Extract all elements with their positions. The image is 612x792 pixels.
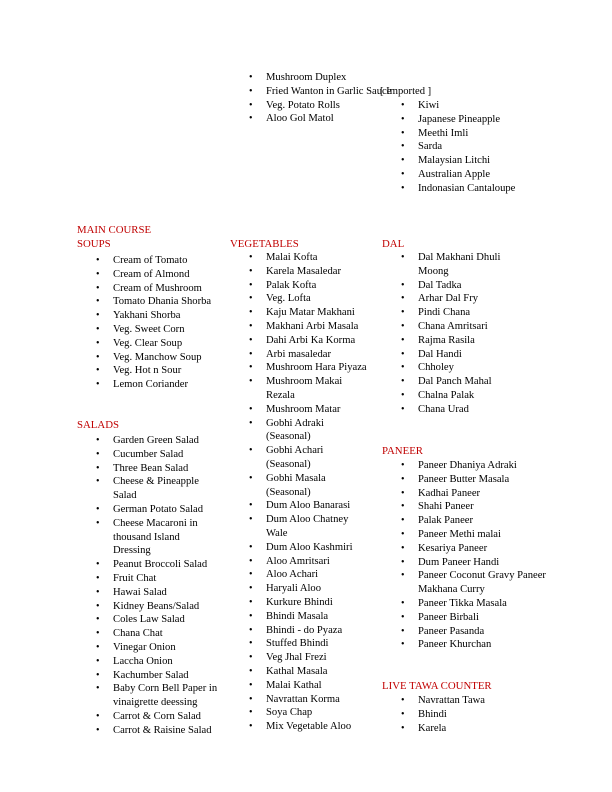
paneer-list: [400, 459, 545, 652]
list-item: • Chana Chat: [95, 627, 227, 641]
list-item: • Navrattan Tawa: [400, 694, 530, 708]
list-item: • Pindi Chana: [400, 306, 530, 320]
list-item: • Karela Masaledar: [248, 265, 383, 279]
list-item: • Meethi Imli: [400, 127, 560, 141]
list-item: • German Potato Salad: [95, 503, 227, 517]
salads-heading: SALADS: [77, 419, 119, 431]
list-item: • Malaysian Litchi: [400, 154, 560, 168]
list-item: • Kathal Masala: [248, 665, 383, 679]
list-item: • Fruit Chat: [95, 572, 227, 586]
list-item: • Kiwi: [400, 99, 560, 113]
list-item: • Cheese & Pineapple Salad: [95, 475, 225, 503]
list-item: • Mushroom Duplex: [248, 71, 388, 85]
list-item: • Garden Green Salad: [95, 434, 227, 448]
list-item: • Mushroom Matar: [248, 403, 383, 417]
list-item: • Palak Kofta: [248, 279, 383, 293]
list-item: • Aloo Gol Matol: [248, 112, 388, 126]
list-item: • Kesariya Paneer: [400, 542, 545, 556]
list-item: • Paneer Coconut Gravy Paneer Makhana Curry: [400, 569, 550, 597]
paneer-heading: PANEER: [382, 445, 423, 457]
live-tawa-list: [400, 694, 530, 735]
vegetables-heading: VEGETABLES: [230, 238, 299, 250]
list-item: • Kaju Matar Makhani: [248, 306, 383, 320]
fruits-header: [ Imported ]: [380, 86, 432, 97]
list-item: • Dal Handi: [400, 348, 530, 362]
soups-list: [95, 254, 230, 392]
list-item: • Paneer Tikka Masala: [400, 597, 545, 611]
list-item: • Bhindi - do Pyaza: [248, 624, 383, 638]
list-item: • Peanut Broccoli Salad: [95, 558, 227, 572]
list-item: • Soya Chap: [248, 706, 383, 720]
list-item: • Veg. Hot n Sour: [95, 364, 230, 378]
list-item: • Indonasian Cantaloupe: [400, 182, 560, 196]
list-item: • Carrot & Raisine Salad: [95, 724, 227, 738]
list-item: • Rajma Rasila: [400, 334, 530, 348]
list-item: • Makhani Arbi Masala: [248, 320, 383, 334]
list-item: • Karela: [400, 722, 530, 736]
list-item: • Paneer Dhaniya Adraki: [400, 459, 545, 473]
list-item: • Vinegar Onion: [95, 641, 227, 655]
list-item: • Chholey: [400, 361, 530, 375]
list-item: • Malai Kathal: [248, 679, 383, 693]
list-item: • Lemon Coriander: [95, 378, 230, 392]
list-item: • Cream of Almond: [95, 268, 230, 282]
list-item: • Cheese Macaroni in thousand Island Dressing: [95, 517, 213, 558]
list-item: • Shahi Paneer: [400, 500, 545, 514]
list-item: • Chana Amritsari: [400, 320, 530, 334]
list-item: • Aloo Achari: [248, 568, 383, 582]
list-item: • Australian Apple: [400, 168, 560, 182]
list-item: • Stuffed Bhindi: [248, 637, 383, 651]
list-item: • Fried Wanton in Garlic Sauce: [248, 85, 406, 99]
list-item: • Veg. Potato Rolls: [248, 99, 388, 113]
list-item: • Mushroom Makai Rezala: [248, 375, 366, 403]
list-item: • Bhindi Masala: [248, 610, 383, 624]
list-item: • Baby Corn Bell Paper in vinaigrette deessing: [95, 682, 233, 710]
list-item: • Gobhi Masala (Seasonal): [248, 472, 350, 500]
list-item: • Kadhai Paneer: [400, 487, 545, 501]
list-item: • Veg. Sweet Corn: [95, 323, 230, 337]
list-item: • Mix Vegetable Aloo: [248, 720, 383, 734]
list-item: • Yakhani Shorba: [95, 309, 230, 323]
list-item: • Arhar Dal Fry: [400, 292, 530, 306]
list-item: • Cucumber Salad: [95, 448, 227, 462]
list-item: • Navrattan Korma: [248, 693, 383, 707]
top-list: [248, 71, 392, 126]
list-item: • Palak Paneer: [400, 514, 545, 528]
list-item: • Gobhi Achari (Seasonal): [248, 444, 350, 472]
list-item: • Veg. Clear Soup: [95, 337, 230, 351]
list-item: • Sarda: [400, 140, 560, 154]
list-item: • Bhindi: [400, 708, 530, 722]
list-item: • Chalna Palak: [400, 389, 530, 403]
vegetables-list: [248, 251, 383, 734]
soups-heading: SOUPS: [77, 238, 111, 250]
list-item: • Dal Panch Mahal: [400, 375, 530, 389]
salads-list: [95, 434, 227, 738]
list-item: • Dal Makhani Dhuli Moong: [400, 251, 530, 279]
list-item: • Paneer Khurchan: [400, 638, 545, 652]
list-item: • Aloo Amritsari: [248, 555, 383, 569]
list-item: • Kidney Beans/Salad: [95, 600, 227, 614]
dal-heading: DAL: [382, 238, 405, 250]
list-item: • Cream of Tomato: [95, 254, 230, 268]
list-item: • Malai Kofta: [248, 251, 383, 265]
list-item: • Three Bean Salad: [95, 462, 227, 476]
list-item: • Paneer Methi malai: [400, 528, 545, 542]
list-item: • Kurkure Bhindi: [248, 596, 383, 610]
list-item: • Chana Urad: [400, 403, 530, 417]
list-item: • Laccha Onion: [95, 655, 227, 669]
list-item: • Paneer Birbali: [400, 611, 545, 625]
list-item: • Dum Paneer Handi: [400, 556, 545, 570]
list-item: • Dahi Arbi Ka Korma: [248, 334, 383, 348]
main-course-heading: MAIN COURSE: [77, 224, 152, 236]
list-item: • Haryali Aloo: [248, 582, 383, 596]
list-item: • Mushroom Hara Piyaza: [248, 361, 383, 375]
list-item: • Tomato Dhania Shorba: [95, 295, 230, 309]
list-item: • Cream of Mushroom: [95, 282, 230, 296]
list-item: • Gobhi Adraki (Seasonal): [248, 417, 350, 445]
list-item: • Dum Aloo Chatney Wale: [248, 513, 366, 541]
list-item: • Kachumber Salad: [95, 669, 227, 683]
list-item: • Veg. Manchow Soup: [95, 351, 230, 365]
live-tawa-heading: LIVE TAWA COUNTER: [382, 680, 492, 692]
list-item: • Coles Law Salad: [95, 613, 227, 627]
list-item: • Paneer Pasanda: [400, 625, 545, 639]
list-item: • Dal Tadka: [400, 279, 530, 293]
list-item: • Dum Aloo Kashmiri: [248, 541, 383, 555]
list-item: • Paneer Butter Masala: [400, 473, 545, 487]
dal-list: [400, 251, 530, 417]
list-item: • Japanese Pineapple: [400, 113, 560, 127]
fruits-list: [400, 99, 560, 196]
list-item: • Dum Aloo Banarasi: [248, 499, 383, 513]
list-item: • Veg. Lofta: [248, 292, 383, 306]
list-item: • Carrot & Corn Salad: [95, 710, 227, 724]
list-item: • Arbi masaledar: [248, 348, 383, 362]
list-item: • Veg Jhal Frezi: [248, 651, 383, 665]
list-item: • Hawai Salad: [95, 586, 227, 600]
